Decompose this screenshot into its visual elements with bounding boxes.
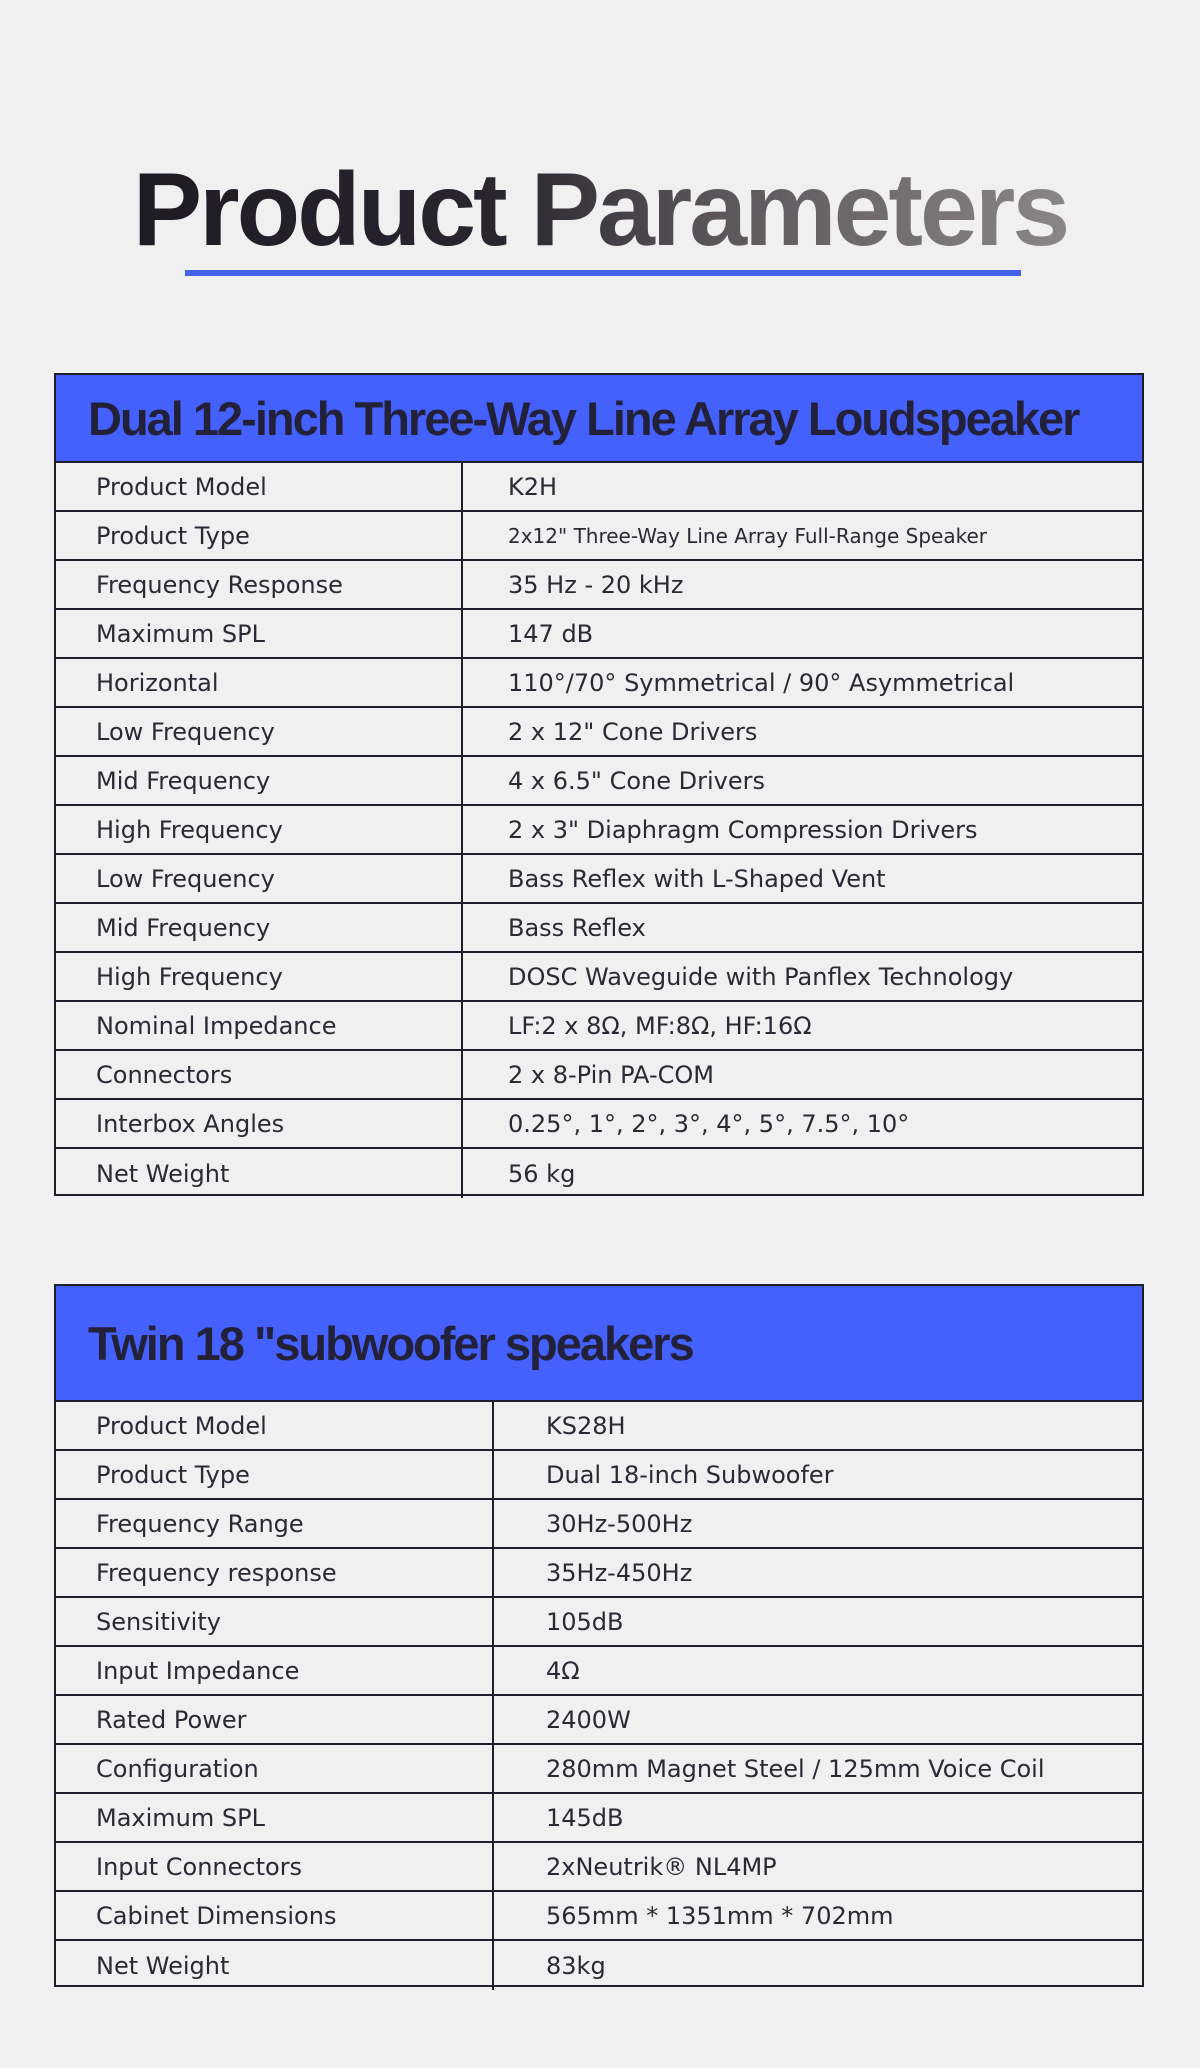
spec-label: Cabinet Dimensions	[56, 1892, 494, 1939]
table-row	[56, 757, 1142, 806]
spec-value: 4 x 6.5" Cone Drivers	[508, 766, 765, 795]
spec-table-line-array	[54, 373, 1144, 1196]
spec-label: Configuration	[56, 1745, 494, 1792]
table-row	[56, 708, 1142, 757]
spec-value: 2xNeutrik® NL4MP	[546, 1852, 777, 1881]
spec-value: 0.25°, 1°, 2°, 3°, 4°, 5°, 7.5°, 10°	[508, 1109, 910, 1138]
spec-value: 35 Hz - 20 kHz	[508, 570, 684, 599]
table-row	[56, 1402, 1142, 1451]
table-row	[56, 561, 1142, 610]
spec-label: Mid Frequency	[56, 904, 463, 951]
spec-value: 105dB	[546, 1607, 624, 1636]
spec-label: Low Frequency	[56, 855, 463, 902]
table-row	[56, 1149, 1142, 1198]
spec-value: 2 x 3" Diaphragm Compression Drivers	[508, 815, 978, 844]
table-row	[56, 1051, 1142, 1100]
title-underline	[185, 270, 1021, 276]
spec-value: 2400W	[546, 1705, 631, 1734]
spec-label: Frequency Response	[56, 561, 463, 608]
table-header	[56, 1286, 1142, 1402]
spec-value: 83kg	[546, 1951, 606, 1980]
spec-value: DOSC Waveguide with Panflex Technology	[508, 962, 1014, 991]
page-title-wrapper	[0, 150, 1200, 270]
table-row	[56, 855, 1142, 904]
spec-value: Dual 18-inch Subwoofer	[546, 1460, 834, 1489]
spec-value: 2 x 12" Cone Drivers	[508, 717, 758, 746]
table-row	[56, 1549, 1142, 1598]
table-row	[56, 610, 1142, 659]
spec-value: Bass Reflex	[508, 913, 646, 942]
spec-label: Low Frequency	[56, 708, 463, 755]
spec-value: 4Ω	[546, 1656, 580, 1685]
spec-label: Mid Frequency	[56, 757, 463, 804]
table-row	[56, 1100, 1142, 1149]
spec-label: Net Weight	[56, 1941, 494, 1990]
table-row	[56, 1500, 1142, 1549]
spec-value: Bass Reflex with L-Shaped Vent	[508, 864, 886, 893]
spec-table-subwoofer	[54, 1284, 1144, 1987]
table-row	[56, 659, 1142, 708]
spec-value: 2x12" Three-Way Line Array Full-Range Speaker	[508, 523, 987, 548]
table-row	[56, 1002, 1142, 1051]
table-row	[56, 1843, 1142, 1892]
spec-label: Input Connectors	[56, 1843, 494, 1890]
spec-label: High Frequency	[56, 953, 463, 1000]
table-row	[56, 1892, 1142, 1941]
spec-value: 2 x 8-Pin PA-COM	[508, 1060, 714, 1089]
spec-value: 147 dB	[508, 619, 594, 648]
spec-label: Horizontal	[56, 659, 463, 706]
spec-label: Input Impedance	[56, 1647, 494, 1694]
spec-value: 565mm * 1351mm * 702mm	[546, 1901, 894, 1930]
table-heading: Dual 12-inch Three-Way Line Array Loudspeaker	[88, 391, 1079, 445]
spec-label: Frequency response	[56, 1549, 494, 1596]
spec-value: LF:2 x 8Ω, MF:8Ω, HF:16Ω	[508, 1011, 812, 1040]
spec-label: Maximum SPL	[56, 610, 463, 657]
spec-label: Interbox Angles	[56, 1100, 463, 1147]
page-title: Product Parameters	[132, 152, 1068, 268]
spec-label: Product Model	[56, 1402, 494, 1449]
table-row	[56, 1647, 1142, 1696]
spec-label: Product Type	[56, 1451, 494, 1498]
table-row	[56, 904, 1142, 953]
spec-label: Maximum SPL	[56, 1794, 494, 1841]
spec-value: 30Hz-500Hz	[546, 1509, 693, 1538]
spec-value: 35Hz-450Hz	[546, 1558, 693, 1587]
table-row	[56, 953, 1142, 1002]
table-body	[56, 463, 1142, 1198]
table-row	[56, 1451, 1142, 1500]
spec-value: K2H	[508, 472, 558, 501]
spec-label: Sensitivity	[56, 1598, 494, 1645]
table-row	[56, 1941, 1142, 1990]
spec-value: KS28H	[546, 1411, 626, 1440]
spec-label: Product Type	[56, 512, 463, 559]
table-row	[56, 1598, 1142, 1647]
table-row	[56, 1696, 1142, 1745]
spec-label: Net Weight	[56, 1149, 463, 1198]
table-heading: Twin 18 "subwoofer speakers	[88, 1316, 693, 1370]
spec-label: Connectors	[56, 1051, 463, 1098]
table-row	[56, 806, 1142, 855]
table-row	[56, 463, 1142, 512]
spec-value: 56 kg	[508, 1159, 576, 1188]
table-row	[56, 512, 1142, 561]
spec-label: Nominal Impedance	[56, 1002, 463, 1049]
spec-value: 280mm Magnet Steel / 125mm Voice Coil	[546, 1754, 1045, 1783]
table-row	[56, 1745, 1142, 1794]
spec-label: High Frequency	[56, 806, 463, 853]
table-header	[56, 375, 1142, 463]
spec-label: Frequency Range	[56, 1500, 494, 1547]
table-row	[56, 1794, 1142, 1843]
table-body	[56, 1402, 1142, 1990]
spec-label: Rated Power	[56, 1696, 494, 1743]
spec-value: 110°/70° Symmetrical / 90° Asymmetrical	[508, 668, 1015, 697]
spec-label: Product Model	[56, 463, 463, 510]
spec-value: 145dB	[546, 1803, 624, 1832]
